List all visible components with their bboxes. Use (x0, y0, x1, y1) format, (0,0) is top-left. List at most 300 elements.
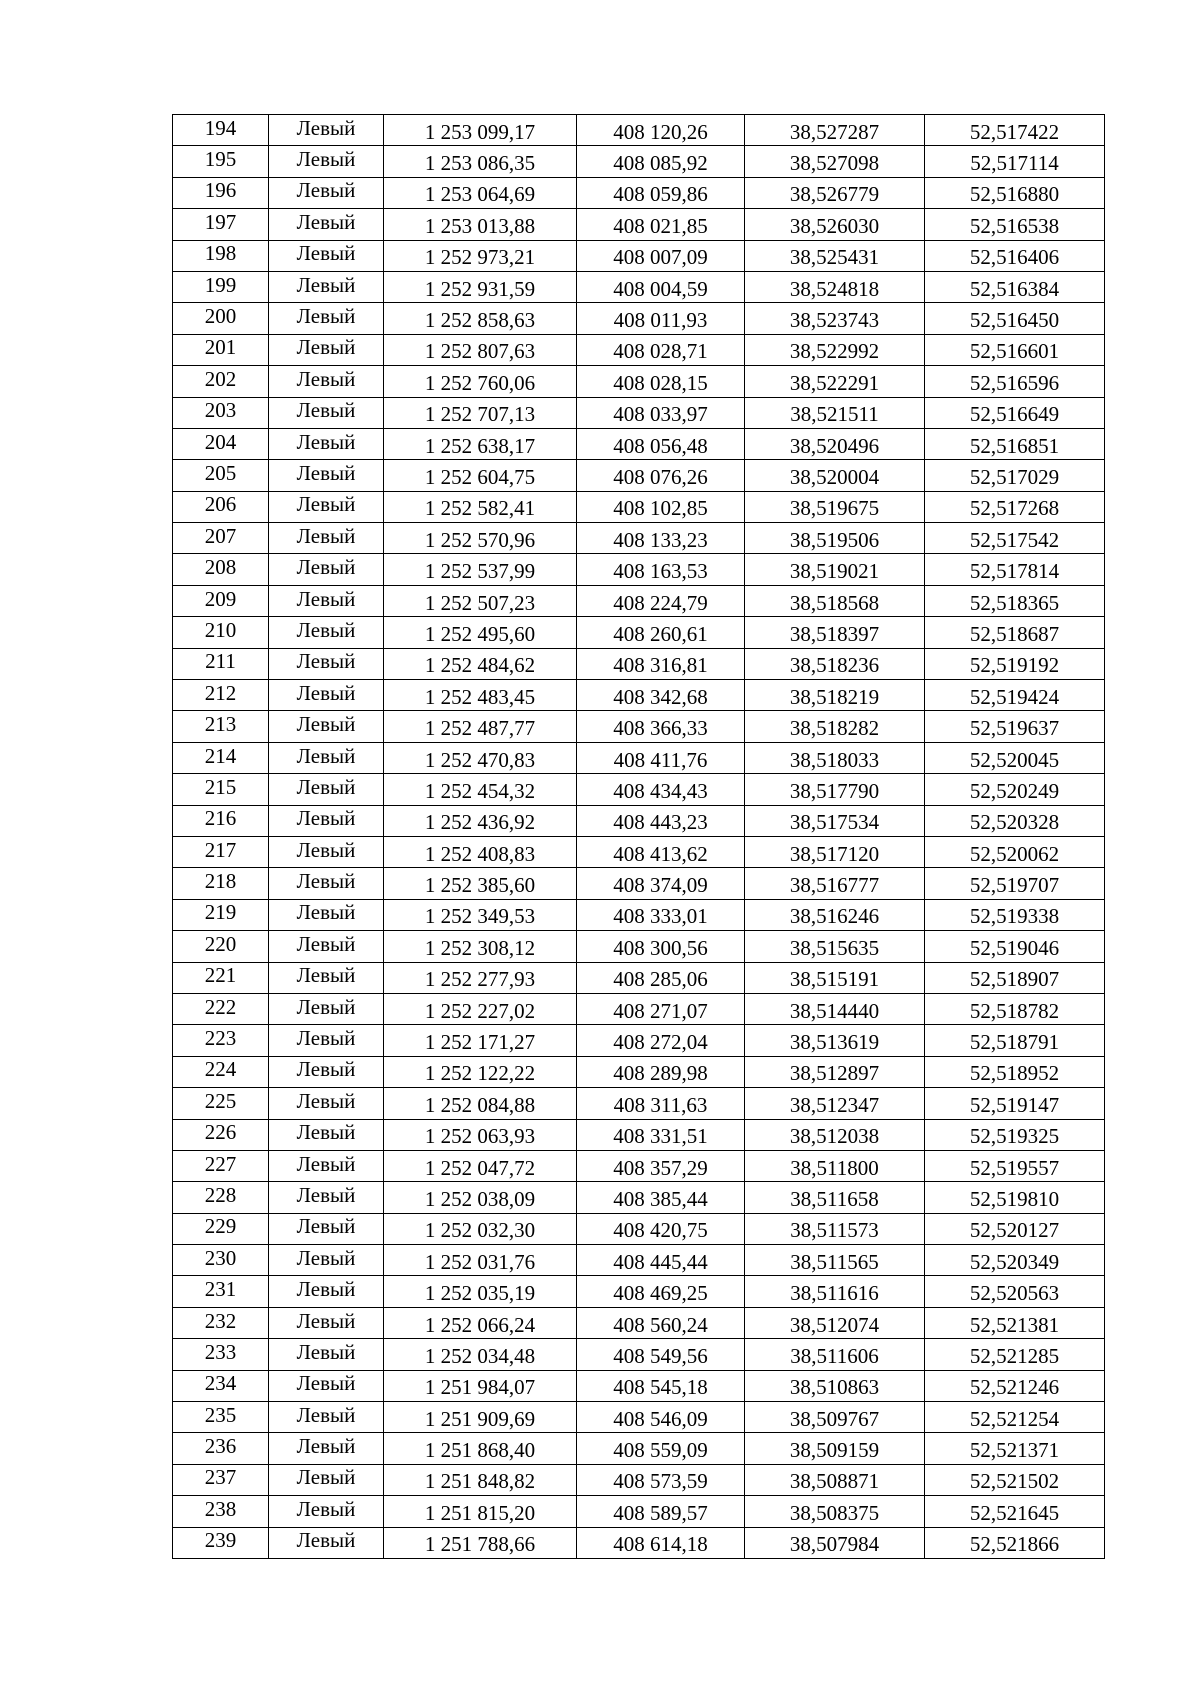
y-coordinate-cell (577, 240, 745, 271)
latitude-cell (925, 115, 1105, 146)
y-coordinate-value: 408 411,76 (613, 747, 708, 772)
y-coordinate-value: 408 007,09 (613, 245, 708, 270)
longitude-cell (745, 1370, 925, 1401)
x-coordinate-cell (384, 334, 577, 365)
side-value: Левый (296, 555, 356, 580)
longitude-value: 38,519506 (789, 527, 880, 552)
point-number-value: 225 (204, 1088, 237, 1113)
longitude-value: 38,518236 (789, 653, 880, 678)
x-coordinate-cell (384, 1402, 577, 1433)
longitude-value: 38,524818 (789, 276, 880, 301)
table-row (173, 334, 1105, 365)
side-value: Левый (296, 963, 356, 988)
point-number-value: 222 (204, 994, 237, 1019)
longitude-cell (745, 993, 925, 1024)
x-coordinate-cell (384, 271, 577, 302)
side-value: Левый (296, 869, 356, 894)
side-cell (269, 1464, 384, 1495)
y-coordinate-cell (577, 1307, 745, 1338)
side-value: Левый (296, 649, 356, 674)
side-cell (269, 931, 384, 962)
y-coordinate-cell (577, 1339, 745, 1370)
y-coordinate-cell (577, 868, 745, 899)
table-row (173, 742, 1105, 773)
side-cell (269, 774, 384, 805)
latitude-value: 52,518365 (969, 590, 1060, 615)
side-cell (269, 1182, 384, 1213)
latitude-value: 52,516406 (969, 245, 1060, 270)
point-number-cell (173, 899, 269, 930)
table-row (173, 1182, 1105, 1213)
longitude-cell (745, 1433, 925, 1464)
y-coordinate-cell (577, 1213, 745, 1244)
point-number-cell (173, 1276, 269, 1307)
x-coordinate-cell (384, 115, 577, 146)
point-number-cell (173, 680, 269, 711)
latitude-cell (925, 554, 1105, 585)
side-cell (269, 1370, 384, 1401)
longitude-cell (745, 899, 925, 930)
point-number-value: 204 (204, 429, 237, 454)
longitude-cell (745, 805, 925, 836)
x-coordinate-value: 1 252 487,77 (424, 716, 536, 741)
point-number-cell (173, 993, 269, 1024)
y-coordinate-cell (577, 1119, 745, 1150)
table-row (173, 868, 1105, 899)
table-row (173, 1213, 1105, 1244)
point-number-cell (173, 1496, 269, 1527)
side-cell (269, 962, 384, 993)
point-number-cell (173, 962, 269, 993)
point-number-cell (173, 805, 269, 836)
x-coordinate-cell (384, 711, 577, 742)
latitude-value: 52,519424 (969, 684, 1060, 709)
side-value: Левый (296, 680, 356, 705)
y-coordinate-value: 408 357,29 (613, 1155, 708, 1180)
latitude-value: 52,521246 (969, 1375, 1060, 1400)
x-coordinate-value: 1 252 035,19 (424, 1281, 536, 1306)
y-coordinate-value: 408 589,57 (613, 1500, 708, 1525)
latitude-value: 52,518782 (969, 998, 1060, 1023)
longitude-cell (745, 115, 925, 146)
point-number-value: 195 (204, 147, 237, 172)
latitude-value: 52,517029 (969, 464, 1060, 489)
side-value: Левый (296, 398, 356, 423)
latitude-cell (925, 334, 1105, 365)
point-number-cell (173, 711, 269, 742)
x-coordinate-value: 1 253 099,17 (424, 119, 536, 144)
latitude-cell (925, 617, 1105, 648)
latitude-value: 52,519338 (969, 904, 1060, 929)
table-row (173, 931, 1105, 962)
x-coordinate-cell (384, 1433, 577, 1464)
x-coordinate-value: 1 253 064,69 (424, 182, 536, 207)
point-number-cell (173, 146, 269, 177)
latitude-value: 52,519810 (969, 1186, 1060, 1211)
longitude-cell (745, 303, 925, 334)
side-cell (269, 1213, 384, 1244)
table-row (173, 115, 1105, 146)
point-number-cell (173, 1464, 269, 1495)
point-number-value: 201 (204, 335, 237, 360)
y-coordinate-value: 408 260,61 (613, 621, 708, 646)
side-cell (269, 115, 384, 146)
x-coordinate-cell (384, 460, 577, 491)
latitude-cell (925, 491, 1105, 522)
side-value: Левый (296, 209, 356, 234)
point-number-value: 211 (205, 649, 236, 674)
point-number-cell (173, 209, 269, 240)
side-cell (269, 303, 384, 334)
side-value: Левый (296, 617, 356, 642)
x-coordinate-cell (384, 585, 577, 616)
latitude-value: 52,519707 (969, 873, 1060, 898)
x-coordinate-value: 1 252 483,45 (424, 684, 536, 709)
x-coordinate-cell (384, 1339, 577, 1370)
table-row (173, 1496, 1105, 1527)
side-cell (269, 366, 384, 397)
longitude-value: 38,512347 (789, 1092, 880, 1117)
side-cell (269, 1276, 384, 1307)
longitude-value: 38,512897 (789, 1061, 880, 1086)
x-coordinate-cell (384, 868, 577, 899)
x-coordinate-value: 1 252 227,02 (424, 998, 536, 1023)
longitude-value: 38,518282 (789, 716, 880, 741)
side-value: Левый (296, 1465, 356, 1490)
point-number-cell (173, 397, 269, 428)
point-number-cell (173, 334, 269, 365)
latitude-cell (925, 397, 1105, 428)
table-row (173, 366, 1105, 397)
longitude-value: 38,518033 (789, 747, 880, 772)
x-coordinate-cell (384, 742, 577, 773)
longitude-value: 38,511573 (790, 1218, 879, 1243)
side-value: Левый (296, 743, 356, 768)
latitude-cell (925, 428, 1105, 459)
y-coordinate-cell (577, 805, 745, 836)
x-coordinate-value: 1 252 031,76 (424, 1249, 536, 1274)
table-row (173, 491, 1105, 522)
longitude-cell (745, 1402, 925, 1433)
table-row (173, 428, 1105, 459)
table-row (173, 1339, 1105, 1370)
point-number-value: 233 (204, 1339, 237, 1364)
longitude-value: 38,517120 (789, 841, 880, 866)
latitude-cell (925, 177, 1105, 208)
table-row (173, 240, 1105, 271)
x-coordinate-cell (384, 366, 577, 397)
x-coordinate-cell (384, 428, 577, 459)
longitude-cell (745, 1496, 925, 1527)
x-coordinate-value: 1 252 084,88 (424, 1092, 536, 1117)
latitude-value: 52,519147 (969, 1092, 1060, 1117)
y-coordinate-value: 408 021,85 (613, 213, 708, 238)
side-cell (269, 617, 384, 648)
latitude-cell (925, 993, 1105, 1024)
longitude-value: 38,511616 (790, 1281, 879, 1306)
longitude-value: 38,514440 (789, 998, 880, 1023)
x-coordinate-cell (384, 962, 577, 993)
side-value: Левый (296, 1371, 356, 1396)
x-coordinate-value: 1 252 858,63 (424, 308, 536, 333)
latitude-cell (925, 774, 1105, 805)
x-coordinate-value: 1 252 385,60 (424, 873, 536, 898)
table-row (173, 711, 1105, 742)
y-coordinate-value: 408 085,92 (613, 151, 708, 176)
y-coordinate-cell (577, 1056, 745, 1087)
x-coordinate-value: 1 252 408,83 (424, 841, 536, 866)
y-coordinate-value: 408 059,86 (613, 182, 708, 207)
x-coordinate-cell (384, 774, 577, 805)
point-number-value: 200 (204, 304, 237, 329)
latitude-cell (925, 1402, 1105, 1433)
y-coordinate-value: 408 374,09 (613, 873, 708, 898)
side-cell (269, 271, 384, 302)
longitude-cell (745, 460, 925, 491)
side-value: Левый (296, 774, 356, 799)
side-cell (269, 240, 384, 271)
x-coordinate-cell (384, 1056, 577, 1087)
point-number-cell (173, 1370, 269, 1401)
latitude-cell (925, 1056, 1105, 1087)
y-coordinate-cell (577, 617, 745, 648)
longitude-cell (745, 366, 925, 397)
longitude-cell (745, 1245, 925, 1276)
longitude-cell (745, 1119, 925, 1150)
table-row (173, 397, 1105, 428)
point-number-cell (173, 428, 269, 459)
latitude-cell (925, 899, 1105, 930)
point-number-value: 220 (204, 931, 237, 956)
y-coordinate-cell (577, 993, 745, 1024)
latitude-cell (925, 1025, 1105, 1056)
longitude-cell (745, 1464, 925, 1495)
y-coordinate-cell (577, 931, 745, 962)
x-coordinate-value: 1 252 436,92 (424, 810, 536, 835)
y-coordinate-value: 408 011,93 (613, 308, 708, 333)
y-coordinate-cell (577, 1402, 745, 1433)
longitude-cell (745, 1182, 925, 1213)
side-cell (269, 209, 384, 240)
latitude-value: 52,520349 (969, 1249, 1060, 1274)
longitude-cell (745, 1056, 925, 1087)
side-value: Левый (296, 523, 356, 548)
x-coordinate-cell (384, 554, 577, 585)
x-coordinate-value: 1 252 063,93 (424, 1124, 536, 1149)
side-value: Левый (296, 1151, 356, 1176)
x-coordinate-cell (384, 209, 577, 240)
y-coordinate-value: 408 272,04 (613, 1030, 708, 1055)
latitude-value: 52,517268 (969, 496, 1060, 521)
point-number-cell (173, 115, 269, 146)
side-value: Левый (296, 586, 356, 611)
side-cell (269, 428, 384, 459)
point-number-value: 239 (204, 1528, 237, 1553)
y-coordinate-cell (577, 428, 745, 459)
side-value: Левый (296, 931, 356, 956)
side-cell (269, 1527, 384, 1558)
side-value: Левый (296, 272, 356, 297)
y-coordinate-value: 408 434,43 (613, 778, 708, 803)
latitude-value: 52,519325 (969, 1124, 1060, 1149)
table-row (173, 177, 1105, 208)
side-value: Левый (296, 837, 356, 862)
longitude-value: 38,512038 (789, 1124, 880, 1149)
x-coordinate-value: 1 252 032,30 (424, 1218, 536, 1243)
x-coordinate-cell (384, 146, 577, 177)
point-number-cell (173, 1119, 269, 1150)
y-coordinate-value: 408 289,98 (613, 1061, 708, 1086)
y-coordinate-value: 408 560,24 (613, 1312, 708, 1337)
longitude-cell (745, 774, 925, 805)
latitude-value: 52,519192 (969, 653, 1060, 678)
latitude-cell (925, 1433, 1105, 1464)
longitude-cell (745, 1088, 925, 1119)
side-cell (269, 1245, 384, 1276)
y-coordinate-value: 408 559,09 (613, 1438, 708, 1463)
x-coordinate-value: 1 252 034,48 (424, 1343, 536, 1368)
longitude-value: 38,509767 (789, 1406, 880, 1431)
point-number-cell (173, 1527, 269, 1558)
longitude-cell (745, 1339, 925, 1370)
x-coordinate-value: 1 252 582,41 (424, 496, 536, 521)
x-coordinate-cell (384, 1025, 577, 1056)
side-value: Левый (296, 806, 356, 831)
longitude-value: 38,510863 (789, 1375, 880, 1400)
coordinates-table-body (173, 115, 1105, 1559)
side-value: Левый (296, 1496, 356, 1521)
point-number-value: 208 (204, 555, 237, 580)
y-coordinate-value: 408 545,18 (613, 1375, 708, 1400)
x-coordinate-cell (384, 1245, 577, 1276)
side-cell (269, 711, 384, 742)
y-coordinate-value: 408 311,63 (613, 1092, 708, 1117)
table-row (173, 680, 1105, 711)
latitude-cell (925, 146, 1105, 177)
point-number-cell (173, 1150, 269, 1181)
table-row (173, 460, 1105, 491)
point-number-value: 216 (204, 806, 237, 831)
y-coordinate-value: 408 285,06 (613, 967, 708, 992)
point-number-value: 199 (204, 272, 237, 297)
y-coordinate-value: 408 549,56 (613, 1343, 708, 1368)
side-cell (269, 899, 384, 930)
x-coordinate-cell (384, 1370, 577, 1401)
longitude-cell (745, 397, 925, 428)
latitude-value: 52,520062 (969, 841, 1060, 866)
y-coordinate-value: 408 573,59 (613, 1469, 708, 1494)
longitude-value: 38,511565 (790, 1249, 879, 1274)
side-cell (269, 334, 384, 365)
point-number-cell (173, 491, 269, 522)
longitude-cell (745, 868, 925, 899)
point-number-value: 237 (204, 1465, 237, 1490)
longitude-value: 38,523743 (789, 308, 880, 333)
point-number-cell (173, 366, 269, 397)
side-value: Левый (296, 1245, 356, 1270)
point-number-value: 234 (204, 1371, 237, 1396)
latitude-value: 52,518952 (969, 1061, 1060, 1086)
x-coordinate-cell (384, 1527, 577, 1558)
latitude-value: 52,521645 (969, 1500, 1060, 1525)
y-coordinate-cell (577, 460, 745, 491)
side-value: Левый (296, 1026, 356, 1051)
side-cell (269, 805, 384, 836)
table-row (173, 617, 1105, 648)
side-cell (269, 460, 384, 491)
side-cell (269, 146, 384, 177)
side-value: Левый (296, 712, 356, 737)
point-number-cell (173, 523, 269, 554)
x-coordinate-value: 1 252 047,72 (424, 1155, 536, 1180)
latitude-value: 52,517814 (969, 559, 1060, 584)
latitude-value: 52,520563 (969, 1281, 1060, 1306)
point-number-cell (173, 931, 269, 962)
point-number-value: 224 (204, 1057, 237, 1082)
x-coordinate-cell (384, 1213, 577, 1244)
latitude-value: 52,516538 (969, 213, 1060, 238)
point-number-cell (173, 177, 269, 208)
longitude-value: 38,511800 (790, 1155, 879, 1180)
y-coordinate-cell (577, 1433, 745, 1464)
point-number-cell (173, 271, 269, 302)
point-number-value: 196 (204, 178, 237, 203)
point-number-cell (173, 1339, 269, 1370)
latitude-cell (925, 648, 1105, 679)
latitude-value: 52,516450 (969, 308, 1060, 333)
latitude-value: 52,518907 (969, 967, 1060, 992)
y-coordinate-value: 408 224,79 (613, 590, 708, 615)
y-coordinate-value: 408 342,68 (613, 684, 708, 709)
table-row (173, 774, 1105, 805)
longitude-value: 38,518397 (789, 621, 880, 646)
table-row (173, 805, 1105, 836)
side-cell (269, 1402, 384, 1433)
side-value: Левый (296, 366, 356, 391)
point-number-cell (173, 554, 269, 585)
longitude-value: 38,511606 (790, 1343, 879, 1368)
y-coordinate-value: 408 385,44 (613, 1186, 708, 1211)
point-number-cell (173, 1402, 269, 1433)
y-coordinate-value: 408 331,51 (613, 1124, 708, 1149)
y-coordinate-cell (577, 554, 745, 585)
x-coordinate-value: 1 252 171,27 (424, 1030, 536, 1055)
side-cell (269, 868, 384, 899)
y-coordinate-cell (577, 774, 745, 805)
longitude-value: 38,527287 (789, 119, 880, 144)
point-number-cell (173, 868, 269, 899)
point-number-value: 214 (204, 743, 237, 768)
x-coordinate-value: 1 252 931,59 (424, 276, 536, 301)
point-number-value: 206 (204, 492, 237, 517)
y-coordinate-value: 408 420,75 (613, 1218, 708, 1243)
latitude-cell (925, 742, 1105, 773)
latitude-cell (925, 1276, 1105, 1307)
longitude-value: 38,520004 (789, 464, 880, 489)
y-coordinate-value: 408 445,44 (613, 1249, 708, 1274)
y-coordinate-cell (577, 742, 745, 773)
side-value: Левый (296, 147, 356, 172)
longitude-cell (745, 1527, 925, 1558)
latitude-cell (925, 962, 1105, 993)
table-row (173, 554, 1105, 585)
latitude-cell (925, 1088, 1105, 1119)
table-row (173, 523, 1105, 554)
side-cell (269, 177, 384, 208)
x-coordinate-cell (384, 648, 577, 679)
longitude-cell (745, 271, 925, 302)
x-coordinate-cell (384, 177, 577, 208)
